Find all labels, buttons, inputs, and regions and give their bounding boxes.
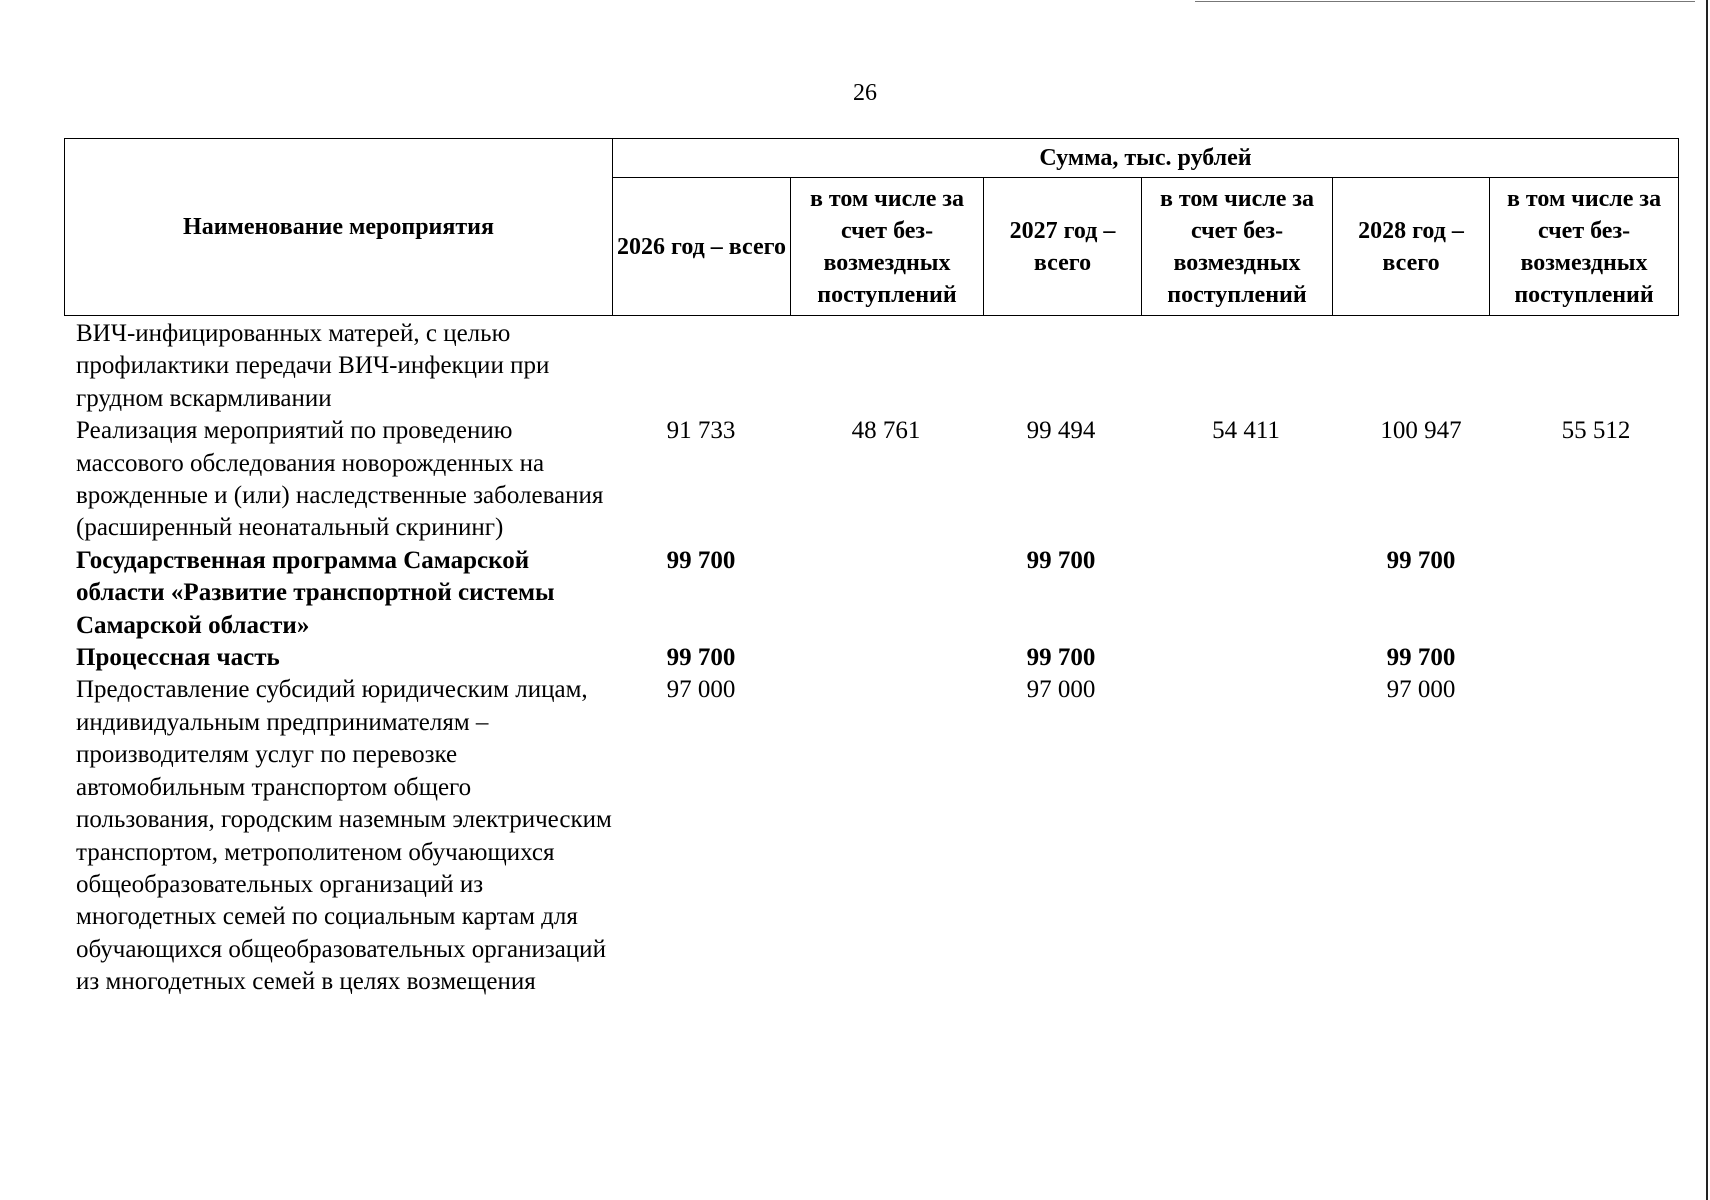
row-value-2028-grants: 55 512 [1561,417,1631,445]
row-value-2026-total: 97 000 [666,676,736,704]
header-sum-group: Сумма, тыс. рублей [613,139,1679,178]
header-col-2028-grants: в том числе за счет без-возмездных поступлений [1490,178,1679,316]
row-value-2026-total: 99 700 [666,644,736,672]
header-col-2027-grants: в том числе за счет без-возмездных поступлений [1142,178,1333,316]
header-name-col: Наименование мероприятия [65,139,613,316]
header-col-2026-total: 2026 год – всего [613,178,791,316]
row-name: Процессная часть [76,644,280,672]
header-col-2027-total: 2027 год – всего [984,178,1142,316]
scan-top-line [1195,1,1695,2]
table-row [76,318,1676,415]
row-value-2028-total: 100 947 [1380,417,1462,445]
row-name: ВИЧ-инфицированных матерей, с целью профилактики передачи ВИЧ-инфекции при грудном вскармливании [76,320,550,412]
row-value-2026-grants: 48 761 [851,417,921,445]
row-value-2027-total: 99 700 [1026,546,1096,574]
row-value-2027-grants: 54 411 [1212,417,1280,445]
table-row [76,674,1676,998]
page-number: 26 [853,80,877,106]
row-value-2027-total: 99 700 [1026,644,1096,672]
row-value-2028-total: 99 700 [1386,644,1456,672]
row-value-2028-total: 97 000 [1386,676,1456,704]
header-col-2028-total: 2028 год – всего [1333,178,1490,316]
scan-right-edge [1706,0,1708,1200]
table-header [64,138,1679,316]
table-body [76,318,1676,999]
row-value-2026-total: 91 733 [666,417,736,445]
table-row [76,642,1676,674]
row-value-2027-total: 97 000 [1026,676,1096,704]
row-name: Реализация мероприятий по проведению массового обследования новорожденных на врожденные и (или) наследственные заболевания (расширенный неонатальный скрининг) [76,417,604,542]
row-value-2028-total: 99 700 [1386,546,1456,574]
row-name: Предоставление субсидий юридическим лицам, индивидуальным предпринимателям – производителям услуг по перевозке автомобильным транспортом общего пользования, городским наземным электрическим транспортом, метрополитеном обучающихся общеобразовательных организаций из многодетных семей по социальным картам для обучающихся общеобразовательных организаций из многодетных семей в целях возмещения [76,676,612,996]
header-col-2026-grants: в том числе за счет без-возмездных поступлений [791,178,984,316]
row-value-2027-total: 99 494 [1026,417,1096,445]
table-row [76,415,1676,545]
table-row [76,545,1676,642]
row-value-2026-total: 99 700 [666,546,736,574]
row-name: Государственная программа Самарской области «Развитие транспортной системы Самарской области» [76,546,555,639]
